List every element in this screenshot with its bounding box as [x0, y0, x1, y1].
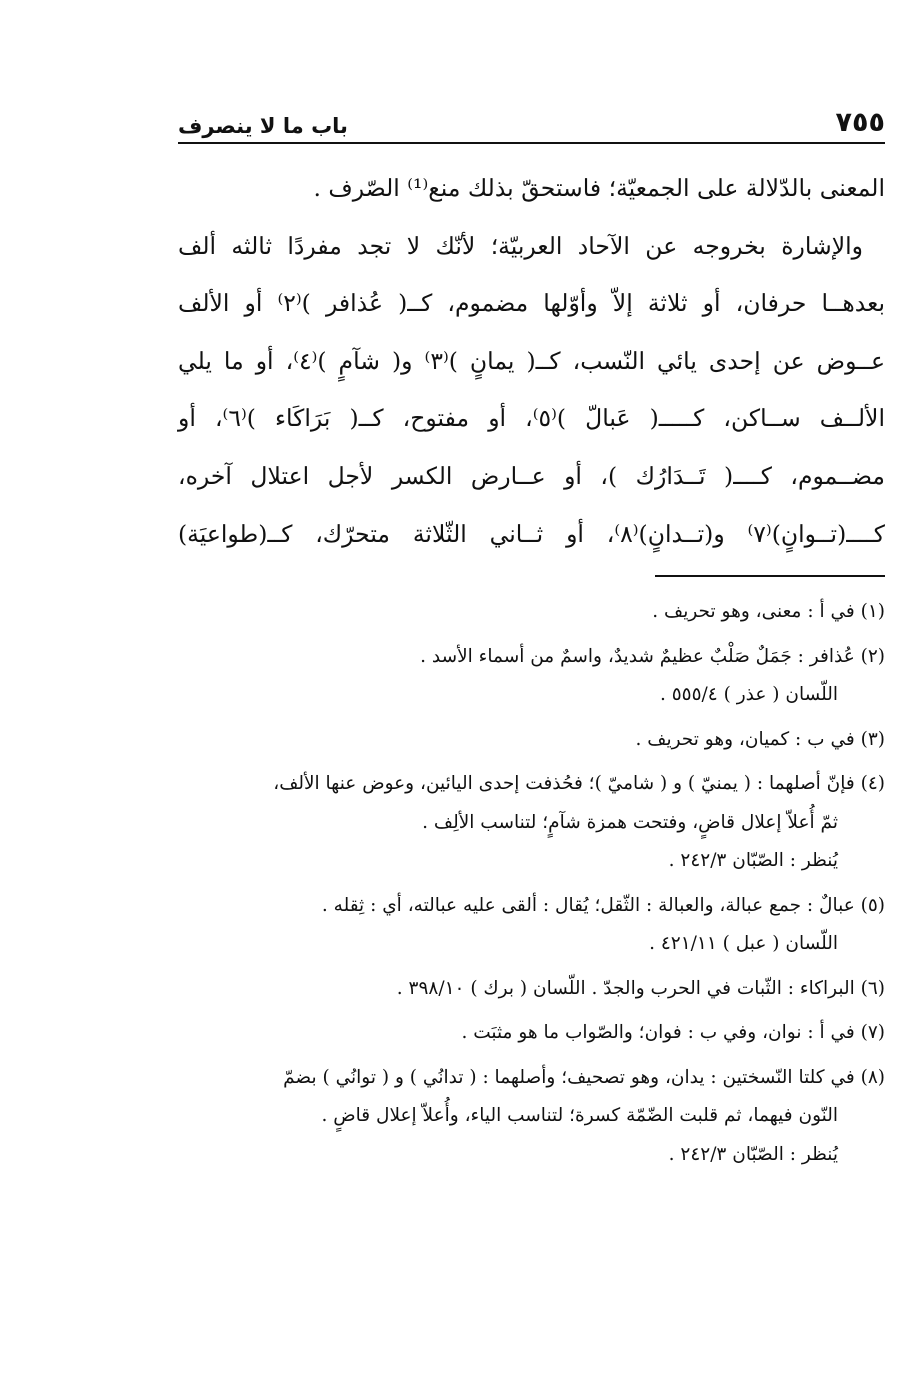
footnote-2-reference: اللّسان ( عذر ) ٥٥٥/٤ . [659, 684, 838, 705]
body-line: الألــف ســاكن، كـــــ( عَبالّ )⁽٥⁾، أو مفتوح، كــ( بَرَاكَاء )⁽٦⁾، أو [178, 404, 885, 433]
footnote-4-reference: يُنظر : الصّبّان ٢٤٢/٣ . [668, 850, 838, 871]
footnotes [160, 590, 885, 1177]
footnote-4-continued: ثمّ أُعلاّ إعلال قاضٍ، وفتحت همزة شآمٍ؛ لتناسب الألِف . [422, 811, 838, 833]
footnote-4: (٤) فإنّ أصلهما : ( يمنيّ ) و ( شاميّ )؛ فحُذفت إحدى اليائين، وعوض عنها الألف، [273, 773, 885, 794]
body-line: عــوض عن إحدى يائي النّسب، كــ( يمانٍ )⁽٣⁾ و( شآمٍ )⁽٤⁾، أو ما يلي [178, 346, 885, 375]
footnote-8-continued: النّون فيهما، ثم قلبت الضّمّة كسرة؛ لتناسب الياء، وأُعلاّ إعلال قاضٍ . [321, 1105, 838, 1126]
footnote-separator [655, 575, 885, 577]
footnote-7: (٧) في أ : نوان، وفي ب : فوان؛ والصّواب ما هو مثبَت . [461, 1022, 885, 1043]
footnote-8-reference: يُنظر : الصّبّان ٢٤٢/٣ . [668, 1143, 838, 1165]
body-line: والإشارة بخروجه عن الآحاد العربيّة؛ لأنّك لا تجد مفردًا ثالثه ألف [178, 231, 863, 260]
body-line: كــــ(تــوانٍ)⁽٧⁾ و(تــدانٍ)⁽٨⁾، أو ثــاني الثّلاثة متحرّك، كــ(طواعيَة) [178, 519, 885, 548]
page-number: ٧٥٥ [835, 107, 885, 138]
footnote-3: (٣) في ب : كميان، وهو تحريف . [635, 728, 885, 750]
footnote-2: (٢) عُذافر : جَمَلٌ صَلْبٌ عظيمٌ شديدٌ، واسمٌ من أسماء الأسد . [420, 645, 885, 667]
main-text [178, 160, 885, 563]
footnote-5-reference: اللّسان ( عبل ) ٤٢١/١١ . [649, 933, 838, 954]
footnote-6: (٦) البراكاء : الثّبات في الحرب والجدّ . اللّسان ( برك ) ٣٩٨/١٠ . [396, 977, 885, 999]
footnote-8: (٨) في كلتا النّسختين : يدان، وهو تصحيف؛ وأصلهما : ( تدانُي ) و ( توانُي ) بضمّ [283, 1066, 885, 1088]
body-line: مضــموم، كــــ( تَــدَارُك )، أو عــارض الكسر لأجل اعتلال آخره، [178, 461, 885, 490]
page-header [178, 100, 885, 144]
running-title: باب ما لا ينصرف [178, 114, 348, 138]
footnote-1: (١) في أ : معنى، وهو تحريف . [652, 601, 885, 622]
footnote-5: (٥) عبالٌ : جمع عبالة، والعبالة : الثّقل؛ يُقال : ألقى عليه عبالته، أي : ثِقله . [321, 894, 885, 916]
body-line: المعنى بالدّلالة على الجمعيّة؛ فاستحقّ بذلك منع⁽¹⁾ الصّرف . [313, 174, 885, 202]
body-line: بعدهــا حرفان، أو ثلاثة إلاّ وأوّلها مضموم، كــ( عُذافر )⁽٢⁾ أو الألف [178, 289, 885, 318]
